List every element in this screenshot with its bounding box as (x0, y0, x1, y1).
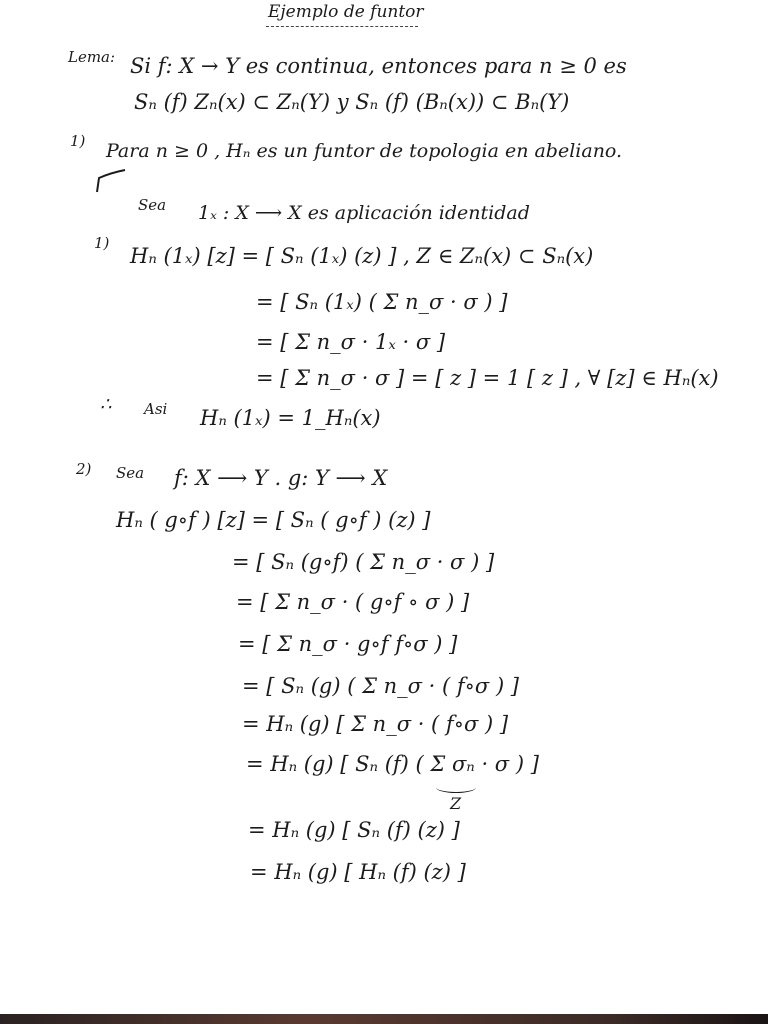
part2-eq-7: = Hₙ (g) [ Sₙ (f) ( Σ σₙ · σ ) ] (246, 752, 539, 776)
part1-eq-2: = [ Sₙ (1ₓ) ( Σ n_σ · σ ) ] (256, 290, 508, 314)
asi-label: Asi (144, 400, 168, 418)
part2-eq-4: = [ Σ n_σ · g∘f f∘σ ) ] (238, 632, 458, 656)
part1-eq-4: = [ Σ n_σ · σ ] = [ z ] = 1 [ z ] , ∀ [z] ∈ Hₙ(x) (256, 366, 719, 390)
page-title: Ejemplo de funtor (268, 2, 424, 22)
part2-eq-5: = [ Sₙ (g) ( Σ n_σ · ( f∘σ ) ] (242, 674, 519, 698)
lema-label: Lema: (68, 48, 116, 66)
therefore-symbol: ∴ (100, 394, 112, 415)
part2-eq-3: = [ Σ n_σ · ( g∘f ∘ σ ) ] (236, 590, 470, 614)
part1-sub-number: 1) (94, 234, 110, 252)
part1-identity: 1ₓ : X ⟶ X es aplicación identidad (198, 202, 530, 224)
part2-maps: f: X ⟶ Y . g: Y ⟶ X (174, 466, 388, 490)
part1-number: 1) (70, 132, 86, 150)
title-underline (266, 26, 418, 27)
underbrace (436, 782, 476, 793)
part2-number: 2) (76, 460, 92, 478)
part1-eq-1: Hₙ (1ₓ) [z] = [ Sₙ (1ₓ) (z) ] , Z ∈ Zₙ(x) ⊂ Sₙ(x) (130, 244, 594, 268)
part2-eq-1: Hₙ ( g∘f ) [z] = [ Sₙ ( g∘f ) (z) ] (116, 508, 431, 532)
lema-line-1: Si f: X → Y es continua, entonces para n ≥ 0 es (130, 54, 627, 78)
part2-eq-9: = Hₙ (g) [ Hₙ (f) (z) ] (250, 860, 466, 884)
bottom-edge-strip (0, 1014, 768, 1024)
corner-mark-icon (94, 168, 128, 194)
part2-sea: Sea (116, 464, 145, 482)
part1-eq-3: = [ Σ n_σ · 1ₓ · σ ] (256, 330, 446, 354)
part2-eq-2: = [ Sₙ (g∘f) ( Σ n_σ · σ ) ] (232, 550, 495, 574)
lema-line-2: Sₙ (f) Zₙ(x) ⊂ Zₙ(Y) y Sₙ (f) (Bₙ(x)) ⊂ Bₙ(Y) (134, 90, 570, 114)
part2-eq-8: = Hₙ (g) [ Sₙ (f) (z) ] (248, 818, 460, 842)
part1-conclusion: Hₙ (1ₓ) = 1_Hₙ(x) (200, 406, 381, 430)
part1-sea: Sea (138, 196, 167, 214)
underbrace-label: Z (450, 794, 462, 813)
part2-eq-6: = Hₙ (g) [ Σ n_σ · ( f∘σ ) ] (242, 712, 509, 736)
part1-statement: Para n ≥ 0 , Hₙ es un funtor de topologia en abeliano. (106, 140, 623, 162)
